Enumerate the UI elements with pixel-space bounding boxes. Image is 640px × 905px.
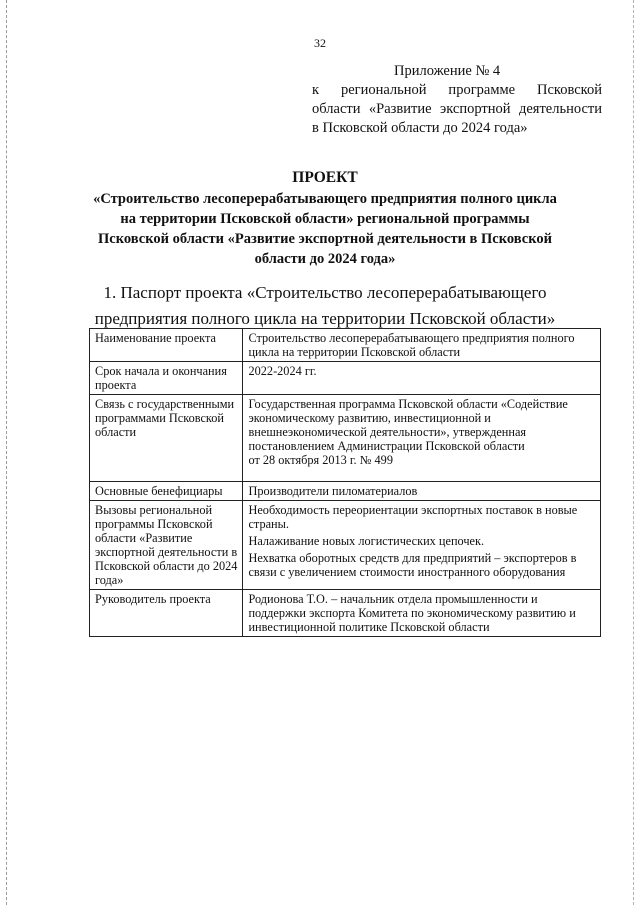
document-title xyxy=(80,168,570,269)
challenge-item: Налаживание новых логистических цепочек. xyxy=(248,534,485,548)
section-heading xyxy=(90,280,560,332)
value-line: внешнеэкономической деятельности», утвержденная xyxy=(248,425,527,439)
appendix-title: Приложение № 4 xyxy=(394,63,501,79)
title-line-2: на территории Псковской области» региональной программы xyxy=(120,211,530,227)
title-line-3: Псковской области «Развитие экспортной деятельности в Псковской xyxy=(97,231,552,247)
row-value: Строительство лесоперерабатывающего предприятия полного цикла на территории Псковской области xyxy=(243,329,601,362)
section-line-1: 1. Паспорт проекта «Строительство лесоперерабатывающего xyxy=(103,283,547,302)
table-row xyxy=(90,590,601,637)
scan-edge-right xyxy=(633,0,634,905)
row-value xyxy=(243,501,601,590)
row-value: 2022-2024 гг. xyxy=(243,362,601,395)
project-label: ПРОЕКТ xyxy=(292,169,358,186)
row-label: Вызовы региональной программы Псковской области «Развитие экспортной деятельности в Псковской области до 2024 года» xyxy=(90,501,243,590)
appendix-note xyxy=(312,62,602,138)
row-value: Родионова Т.О. – начальник отдела промышленности и поддержки экспорта Комитета по экономическому развитию и инвестиционной политике Псковской области xyxy=(243,590,601,637)
table-row xyxy=(90,501,601,590)
value-line: постановлением Администрации Псковской области xyxy=(248,439,525,453)
scan-edge-left xyxy=(6,0,7,905)
appendix-line-3: в Псковской области до 2024 года» xyxy=(312,120,528,136)
value-line: экономическому развитию, инвестиционной и xyxy=(248,411,491,425)
table-row xyxy=(90,482,601,501)
table-row xyxy=(90,329,601,362)
challenge-item: Необходимость переориентации экспортных поставок в новые страны. xyxy=(248,503,578,531)
challenge-item: Нехватка оборотных средств для предприятий – экспортеров в связи с увеличением стоимости иностранного оборудования xyxy=(248,551,577,579)
title-line-4: области до 2024 года» xyxy=(254,251,396,267)
table-row xyxy=(90,395,601,482)
row-value: Производители пиломатериалов xyxy=(243,482,601,501)
row-label: Срок начала и окончания проекта xyxy=(90,362,243,395)
page-number: 32 xyxy=(314,36,326,50)
row-label: Основные бенефициары xyxy=(90,482,243,501)
row-label: Руководитель проекта xyxy=(90,590,243,637)
value-line: от 28 октября 2013 г. № 499 xyxy=(248,453,393,467)
title-line-1: «Строительство лесоперерабатывающего предприятия полного цикла xyxy=(93,191,557,207)
appendix-line-2: области «Развитие экспортной деятельности xyxy=(312,101,602,117)
table-row xyxy=(90,362,601,395)
row-value xyxy=(243,395,601,482)
section-line-2: предприятия полного цикла на территории Псковской области» xyxy=(94,309,556,328)
appendix-line-1: к региональной программе Псковской xyxy=(312,82,602,98)
project-passport-table xyxy=(89,328,601,637)
value-line: Государственная программа Псковской области «Содействие xyxy=(248,397,568,411)
row-label: Связь с государственными программами Псковской области xyxy=(90,395,243,482)
row-label: Наименование проекта xyxy=(90,329,243,362)
